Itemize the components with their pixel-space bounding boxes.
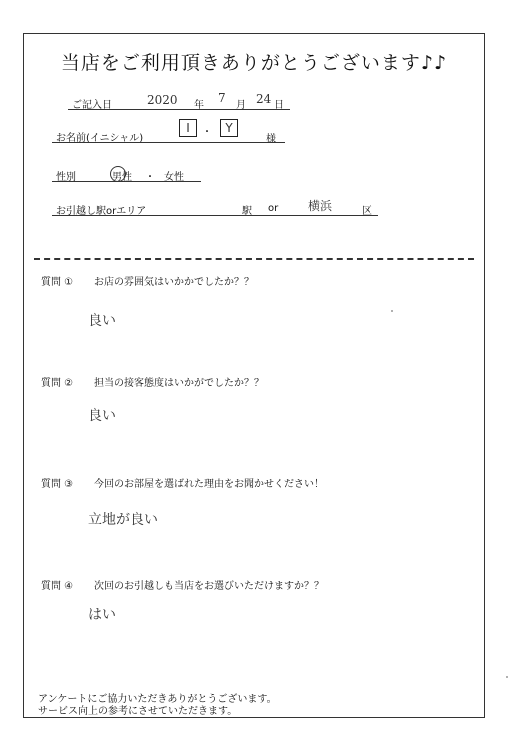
footer-line-2: サービス向上の参考にさせていただきます。: [38, 706, 238, 717]
question-3-answer: 立地が良い: [88, 512, 158, 528]
name-honorific: 様: [266, 134, 276, 145]
survey-sheet: [23, 33, 485, 718]
scan-speck: [506, 676, 508, 678]
gender-label: 性別: [56, 172, 76, 183]
gender-separator: ・: [145, 172, 155, 183]
footer-line-1: アンケートにご協力いただきありがとうございます。: [38, 694, 277, 705]
question-4-label: 質問 ④: [41, 581, 74, 592]
initial-box-2: Y: [220, 119, 238, 137]
survey-title: 当店をご利用頂きありがとうございます♪♪: [60, 52, 448, 74]
gender-male: 男性: [112, 172, 132, 183]
gender-female: 女性: [164, 172, 184, 183]
name-label: お名前(イニシャル): [56, 133, 144, 144]
question-4-answer: はい: [88, 607, 116, 623]
area-ward-value: 横浜: [308, 199, 333, 213]
question-1-answer: 良い: [88, 313, 116, 329]
question-2-text: 担当の接客態度はいかがでしたか？？: [94, 378, 264, 389]
question-2-label: 質問 ②: [41, 378, 74, 389]
paper-speck: [391, 310, 393, 312]
question-1-text: お店の雰囲気はいかかでしたか？？: [94, 277, 254, 288]
area-ward-unit: 区: [362, 206, 372, 217]
initial-box-1: I: [179, 119, 197, 137]
area-label: お引越し駅orエリア: [56, 206, 147, 217]
question-3-text: 今回のお部屋を選ばれた理由をお聞かせください！: [94, 479, 324, 490]
gender-underline: [52, 181, 201, 182]
date-month-unit: 月: [236, 100, 246, 111]
date-year: 2020: [147, 93, 178, 107]
date-underline: [68, 109, 290, 110]
area-or: or: [268, 203, 279, 214]
question-3-label: 質問 ③: [41, 479, 74, 490]
area-underline: [52, 215, 378, 216]
name-underline: [52, 142, 285, 143]
section-divider: [34, 258, 474, 260]
male-selection-circle: [110, 166, 126, 182]
question-2-answer: 良い: [88, 408, 116, 424]
area-station: 駅: [242, 206, 252, 217]
question-4-text: 次回のお引越しも当店をお選びいただけますか？？: [94, 581, 324, 592]
initial-separator: ・: [202, 127, 212, 138]
date-label: ご記入日: [72, 100, 112, 111]
date-day-unit: 日: [274, 100, 284, 111]
date-month: 7: [218, 91, 226, 105]
date-year-unit: 年: [194, 100, 204, 111]
question-1-label: 質問 ①: [41, 277, 74, 288]
date-day: 24: [256, 92, 272, 106]
